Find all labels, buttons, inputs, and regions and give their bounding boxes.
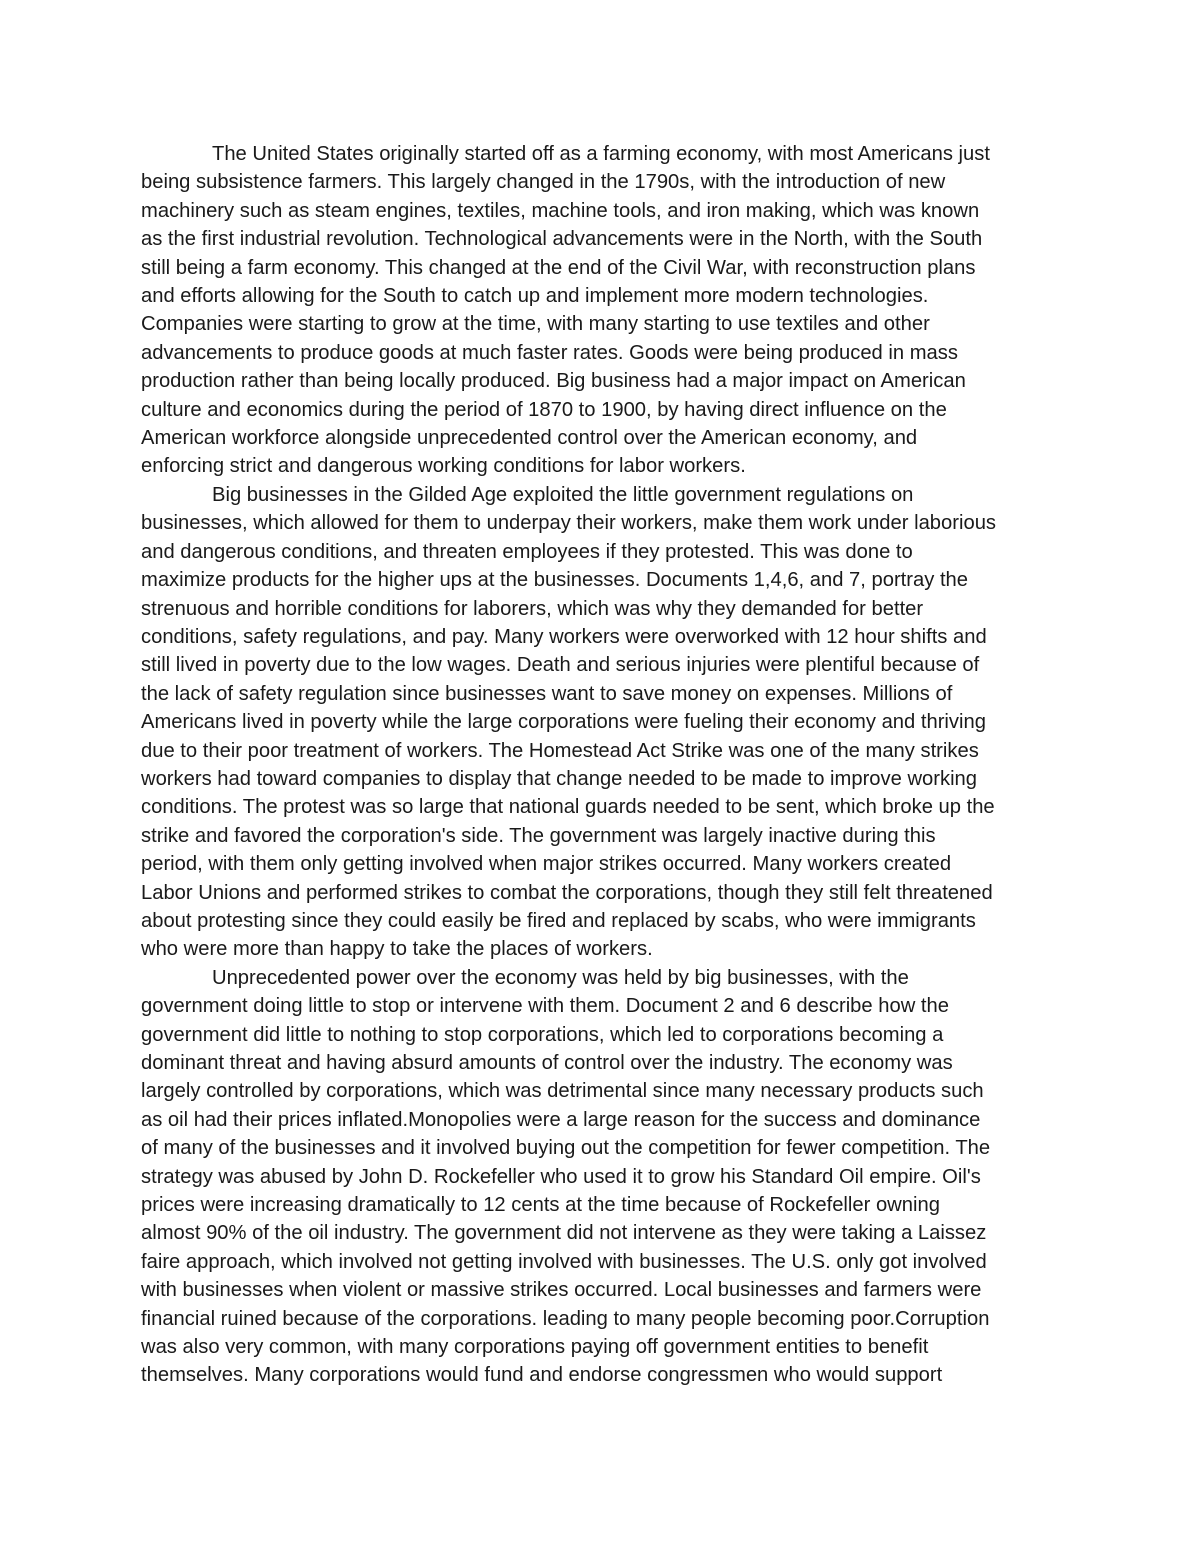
text-line: due to their poor treatment of workers. The Homestead Act Strike was one of the many strikes <box>141 739 979 762</box>
text-line: Unprecedented power over the economy was held by big businesses, with the <box>212 966 909 989</box>
text-line: still lived in poverty due to the low wages. Death and serious injuries were plentiful because of <box>141 654 980 677</box>
text-line: Americans lived in poverty while the large corporations were fueling their economy and thriving <box>141 711 986 734</box>
text-line: culture and economics during the period of 1870 to 1900, by having direct influence on the <box>141 398 947 421</box>
text-line: as oil had their prices inflated.Monopolies were a large reason for the success and dominance <box>141 1108 981 1131</box>
paragraph-2 <box>141 481 1071 964</box>
text-line: who were more than happy to take the places of workers. <box>141 938 653 961</box>
text-line: conditions. The protest was so large that national guards needed to be sent, which broke up the <box>141 796 995 819</box>
text-line: government did little to nothing to stop corporations, which led to corporations becoming a <box>141 1023 944 1046</box>
paragraph-1 <box>141 140 1071 481</box>
text-line: themselves. Many corporations would fund and endorse congressmen who would support <box>141 1364 943 1387</box>
text-line: was also very common, with many corporations paying off government entities to benefit <box>141 1336 929 1359</box>
text-line: strenuous and horrible conditions for laborers, which was why they demanded for better <box>141 597 924 620</box>
text-line: enforcing strict and dangerous working conditions for labor workers. <box>141 455 746 478</box>
text-line: American workforce alongside unprecedented control over the American economy, and <box>141 427 918 450</box>
text-line: almost 90% of the oil industry. The government did not intervene as they were taking a Laissez <box>141 1222 987 1245</box>
text-line: dominant threat and having absurd amounts of control over the industry. The economy was <box>141 1052 953 1074</box>
text-line: production rather than being locally produced. Big business had a major impact on American <box>141 370 966 393</box>
text-line: period, with them only getting involved when major strikes occurred. Many workers created <box>141 853 952 876</box>
text-line: and efforts allowing for the South to catch up and implement more modern technologies. <box>141 285 929 308</box>
text-line: and dangerous conditions, and threaten employees if they protested. This was done to <box>141 540 913 563</box>
text-line: strategy was abused by John D. Rockefeller who used it to grow his Standard Oil empire. Oil's <box>141 1165 981 1188</box>
text-line: advancements to produce goods at much faster rates. Goods were being produced in mass <box>141 341 958 364</box>
text-line: workers had toward companies to display that change needed to be made to improve working <box>141 767 978 790</box>
text-line: businesses, which allowed for them to underpay their workers, make them work under laborious <box>141 512 997 535</box>
text-line: financial ruined because of the corporations. leading to many people becoming poor.Corruption <box>141 1307 990 1330</box>
text-line: machinery such as steam engines, textiles, machine tools, and iron making, which was known <box>141 199 980 222</box>
text-line: the lack of safety regulation since businesses want to save money on expenses. Millions of <box>141 682 953 705</box>
text-line: Companies were starting to grow at the time, with many starting to use textiles and other <box>141 313 930 336</box>
text-line: prices were increasing dramatically to 12 cents at the time because of Rockefeller owning <box>141 1194 940 1217</box>
text-line: maximize products for the higher ups at the businesses. Documents 1,4,6, and 7, portray the <box>141 569 969 592</box>
text-line: Labor Unions and performed strikes to combat the corporations, though they still felt threatened <box>141 881 993 904</box>
text-line: largely controlled by corporations, which was detrimental since many necessary products such <box>141 1080 984 1103</box>
text-line: being subsistence farmers. This largely changed in the 1790s, with the introduction of new <box>141 171 946 194</box>
text-line: with businesses when violent or massive strikes occurred. Local businesses and farmers were <box>141 1279 982 1302</box>
text-line: conditions, safety regulations, and pay. Many workers were overworked with 12 hour shifts and <box>141 625 987 648</box>
text-line: of many of the businesses and it involved buying out the competition for fewer competition. The <box>141 1137 991 1160</box>
text-line: government doing little to stop or intervene with them. Document 2 and 6 describe how the <box>141 995 949 1018</box>
text-line: strike and favored the corporation's side. The government was largely inactive during this <box>141 824 936 847</box>
text-line: about protesting since they could easily be fired and replaced by scabs, who were immigrants <box>141 909 976 932</box>
text-line: The United States originally started off as a farming economy, with most Americans just <box>212 143 990 165</box>
text-line: still being a farm economy. This changed at the end of the Civil War, with reconstruction plans <box>141 256 976 279</box>
paragraph-3 <box>141 964 1071 1390</box>
text-line: Big businesses in the Gilded Age exploited the little government regulations on <box>212 483 914 506</box>
essay-body <box>141 140 1071 1390</box>
text-line: faire approach, which involved not getting involved with businesses. The U.S. only got involved <box>141 1250 987 1273</box>
text-line: as the first industrial revolution. Technological advancements were in the North, with the South <box>141 228 983 251</box>
